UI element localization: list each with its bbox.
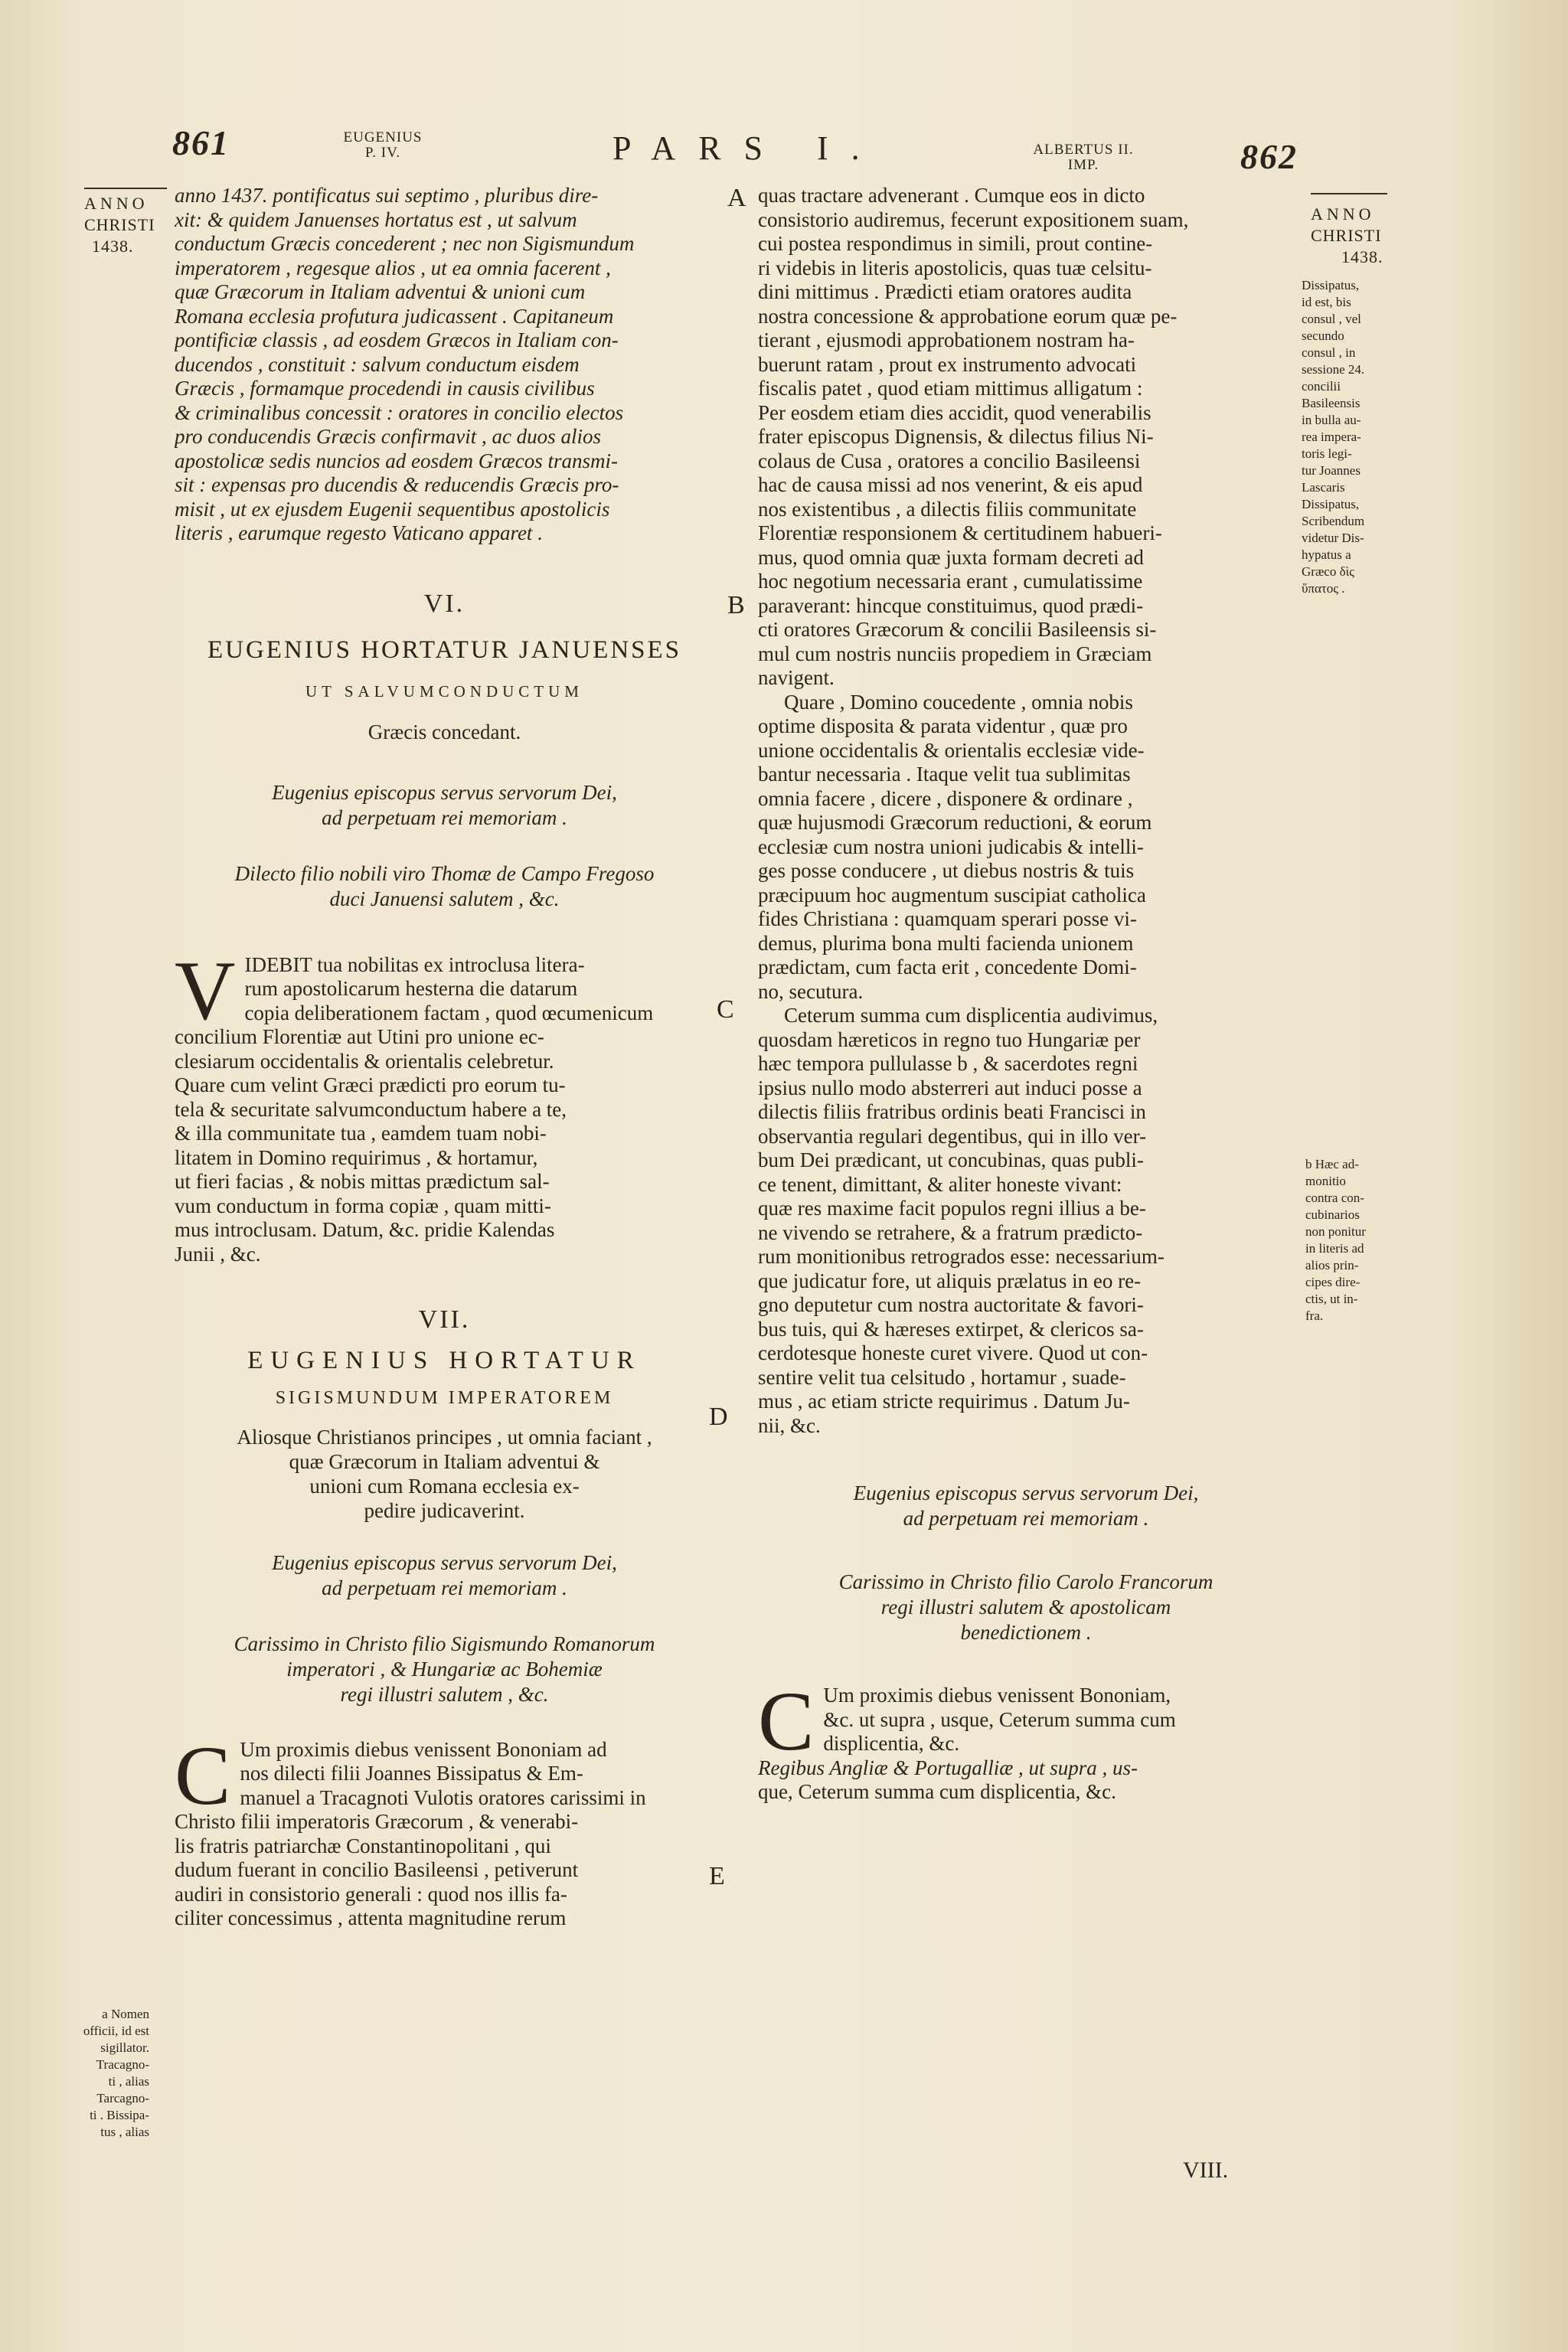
right-invocation: Eugenius episcopus servus servorum Dei, ad perpetuam rei memoriam . bbox=[853, 1481, 1199, 1530]
section-7-subtitle: SIGISMUNDUM IMPERATOREM bbox=[275, 1388, 614, 1408]
section-7-invocation: Eugenius episcopus servus servorum Dei, ad perpetuam rei memoriam . bbox=[272, 1550, 617, 1599]
right-column bbox=[758, 184, 1294, 1805]
marker-c: C bbox=[717, 995, 734, 1024]
right-address: Carissimo in Christo filio Carolo Francorum regi illustri salutem & apostolicam benedictionem . bbox=[838, 1570, 1214, 1644]
section-6-title: EUGENIUS HORTATUR JANUENSES bbox=[207, 636, 682, 664]
right-page-number: 862 bbox=[1240, 137, 1298, 176]
section-7-letter: C Um proximis diebus venissent Bononiam ad nos dilecti filii Joannes Bissipatus & Em- manuel a Tracagnoti Vulotis oratores carissimi in Christo filii imperatoris Græcorum , & venerabi- lis fratris patriarchæ Constantinopolitani , qui dudum fuerant in concilio Basileensi , petiverunt audiri in consistorio generali : quod nos illis fa- ciliter concessimus , attenta magnitudine rerum bbox=[175, 1728, 646, 1929]
dropcap-c-left: C bbox=[175, 1728, 231, 1822]
section-7-number: VII. bbox=[418, 1305, 471, 1334]
margin-rule-left bbox=[84, 188, 167, 189]
left-page-number: 861 bbox=[172, 123, 230, 162]
right-letter: C Um proximis diebus venissent Bononiam, &c. ut supra , usque, Ceterum summa cum displicentia, &c. Regibus Angliæ & Portugalliæ , ut supra , us- que, Ceterum summa cum displicentia, &c. bbox=[758, 1674, 1176, 1803]
page-title: PARS I. bbox=[612, 129, 883, 167]
right-paragraph-1: quas tractare advenerant . Cumque eos in dicto consistorio audiremus, fecerunt expositionem suam, cui postea respondimus in simili, prout contine- ri videbis in literis apostolicis, quas tuæ celsitu- dini mittimus . Prædicti etiam oratores audita nostra concessione & approbatione eorum quæ pe- tierant , ejusmodi approbationem nostram ha- buerunt ratam , prout ex instrumento advocati fiscalis patet , quod etiam mittimus alligatum : Per eosdem etiam dies accidit, quod venerabilis frater episcopus Dignensis, & dilectus filius Ni- colaus de Cusa , oratores a concilio Basileensi hac de causa missi ad nos venerint, & eis apud nos existentibus , a dilectis filiis communitate Florentiæ responsionem & certitudinem habueri- mus, quod omnia quæ juxta formam decreti ad hoc negotium necessaria erant , cumulatissime paraverant: hincque constituimus, quod prædi- cti oratores Græcorum & concilii Basileensis si- mul cum nostris nunciis propediem in Græciam navigent. bbox=[758, 184, 1189, 689]
section-6-address: Dilecto filio nobili viro Thomæ de Campo Fregoso duci Januensi salutem , &c. bbox=[234, 861, 655, 910]
margin-note-b: b Hæc ad- monitio contra con- cubinarios non ponitur in literis ad alios prin- cipes dire- ctis, ut in- fra. bbox=[1305, 1157, 1366, 1323]
section-6-invocation: Eugenius episcopus servus servorum Dei, ad perpetuam rei memoriam . bbox=[272, 780, 617, 829]
intro-paragraph: anno 1437. pontificatus sui septimo , pluribus dire- xit: & quidem Januenses hortatus est , ut salvum conductum Græcis concederent ; nec non Sigismundum imperatorem , regesque alios , ut ea omnia facerent , quæ Græcorum in Italiam adventui & unioni cum Romana ecclesia profutura judicassent . Capitaneum pontificiæ classis , ad eosdem Græcos in Italiam con- ducendos , constituit : salvum conductum eisdem Græcis , formamque procedendi in causis civilibus & criminalibus concessit : oratores in concilio electos pro conducendis Græcis confirmavit , ac duos alios apostolicæ sedis nuncios ad eosdem Græcos transmi- sit : expensas pro ducendis & reducendis Græcis pro- misit , ut ex ejusdem Eugenii sequentibus apostolicis literis , earumque regesto Vaticano apparet . bbox=[175, 184, 635, 544]
catchword: VIII. bbox=[1183, 2158, 1229, 2183]
right-paragraph-2: Quare , Domino coucedente , omnia nobis bbox=[784, 690, 1133, 714]
margin-year-left: ANNO CHRISTI 1438. bbox=[84, 194, 155, 256]
right-paragraph-2-cont: optime disposita & parata videntur , quæ pro unione occidentalis & orientalis ecclesiæ vide- bantur necessaria . Itaque velit tua sublimitas omnia facere , dicere , disponere & ordinare , quæ hujusmodi Græcorum reductioni, & eorum ecclesiæ cum nostra unioni judicabis & intelli- ges posse conducere , ut diebus nostris & tuis præcipuum hoc augmentum suscipiat catholica fides Christiana : quamquam sperari posse vi- demus, plurima bona multi facienda unionem prædictam, cum facta erit , concedente Domi- no, secutura. bbox=[758, 714, 1152, 1003]
right-paragraph-3: Ceterum summa cum displicentia audivimus, bbox=[784, 1004, 1158, 1027]
section-6-subtitle: UT SALVUMCONDUCTUM bbox=[305, 681, 583, 701]
margin-rule-right bbox=[1311, 193, 1387, 194]
section-7-description: Aliosque Christianos principes , ut omnia faciant , quæ Græcorum in Italiam adventui & unioni cum Romana ecclesia ex- pedire judicaverint. bbox=[237, 1425, 652, 1522]
marker-d: D bbox=[709, 1403, 728, 1431]
dropcap-v: V bbox=[175, 943, 236, 1037]
margin-year-right: ANNO CHRISTI 1438. bbox=[1311, 204, 1383, 266]
margin-note-a: a Nomen officii, id est sigillator. Tracagno- ti , alias Tarcagno- ti . Bissipa- tus , alias bbox=[83, 2007, 149, 2139]
marker-b: B bbox=[727, 591, 745, 619]
section-6-subtitle-2: Græcis concedant. bbox=[368, 720, 521, 743]
dropcap-c-right: C bbox=[758, 1674, 815, 1768]
section-6-letter: V IDEBIT tua nobilitas ex introclusa litera- rum apostolicarum hesterna die datarum copia deliberationem factam , quod œcumenicum concilium Florentiæ aut Utini pro unione ec- clesiarum occidentalis & orientalis celebretur. Quare cum velint Græci prædicti pro eorum tu- tela & securitate salvumconductum habere a te, & illa communitate tua , eamdem tuam nobi- litatem in Domino requirimus , & hortamur, ut fieri facias , & nobis mittas prædictum sal- vum conductum in forma copiæ , quam mitti- mus introclusam. Datum, &c. pridie Kalendas Junii , &c. bbox=[175, 943, 654, 1266]
margin-note-dissipatus: Dissipatus, id est, bis consul , vel secundo consul , in sessione 24. concilii Basileensis in bulla au- rea impera- toris legi- tur Joannes Lascaris Dissipatus, Scribendum videtur Dis- hypatus a Græco δὶς ὕπατος . bbox=[1302, 278, 1365, 596]
left-column bbox=[175, 184, 714, 1931]
section-6-number: VI. bbox=[423, 589, 466, 618]
section-7-title: EUGENIUS HORTATUR bbox=[247, 1346, 642, 1374]
section-7-address: Carissimo in Christo filio Sigismundo Romanorum imperatori , & Hungariæ ac Bohemiæ regi illustri salutem , &c. bbox=[234, 1632, 655, 1706]
left-running-head: EUGENIUS P. IV. bbox=[343, 129, 423, 161]
marker-a: A bbox=[727, 184, 746, 212]
right-running-head: ALBERTUS II. IMP. bbox=[1033, 142, 1134, 173]
marker-e: E bbox=[709, 1862, 725, 1890]
right-paragraph-3-cont: quosdam hæreticos in regno tuo Hungariæ per hæc tempora pullulasse b , & sacerdotes regni ipsius nullo modo absterreri aut induci posse a dilectis filiis fratribus ordinis beati Francisci in observantia regulari degentibus, qui in illo ver- bum Dei prædicant, ut concubinas, quas publi- ce tenent, dimittant, & aliter honeste vivant: quæ res maxime facit populos regni illius a be- ne vivendo se retrahere, & a fratrum prædicto- rum monitionibus retrogrados esse: necessarium- que judicatur fore, ut aliquis prælatus in eo re- gno deputetur cum nostra auctoritate & favori- bus tuis, qui & hæreses extirpet, & clericos sa- cerdotesque honeste curet vivere. Quod ut con- sentire velit tua celsitudo , hortamur , suade- mus , ac etiam stricte requirimus . Datum Ju- nii, &c. bbox=[758, 1027, 1165, 1437]
